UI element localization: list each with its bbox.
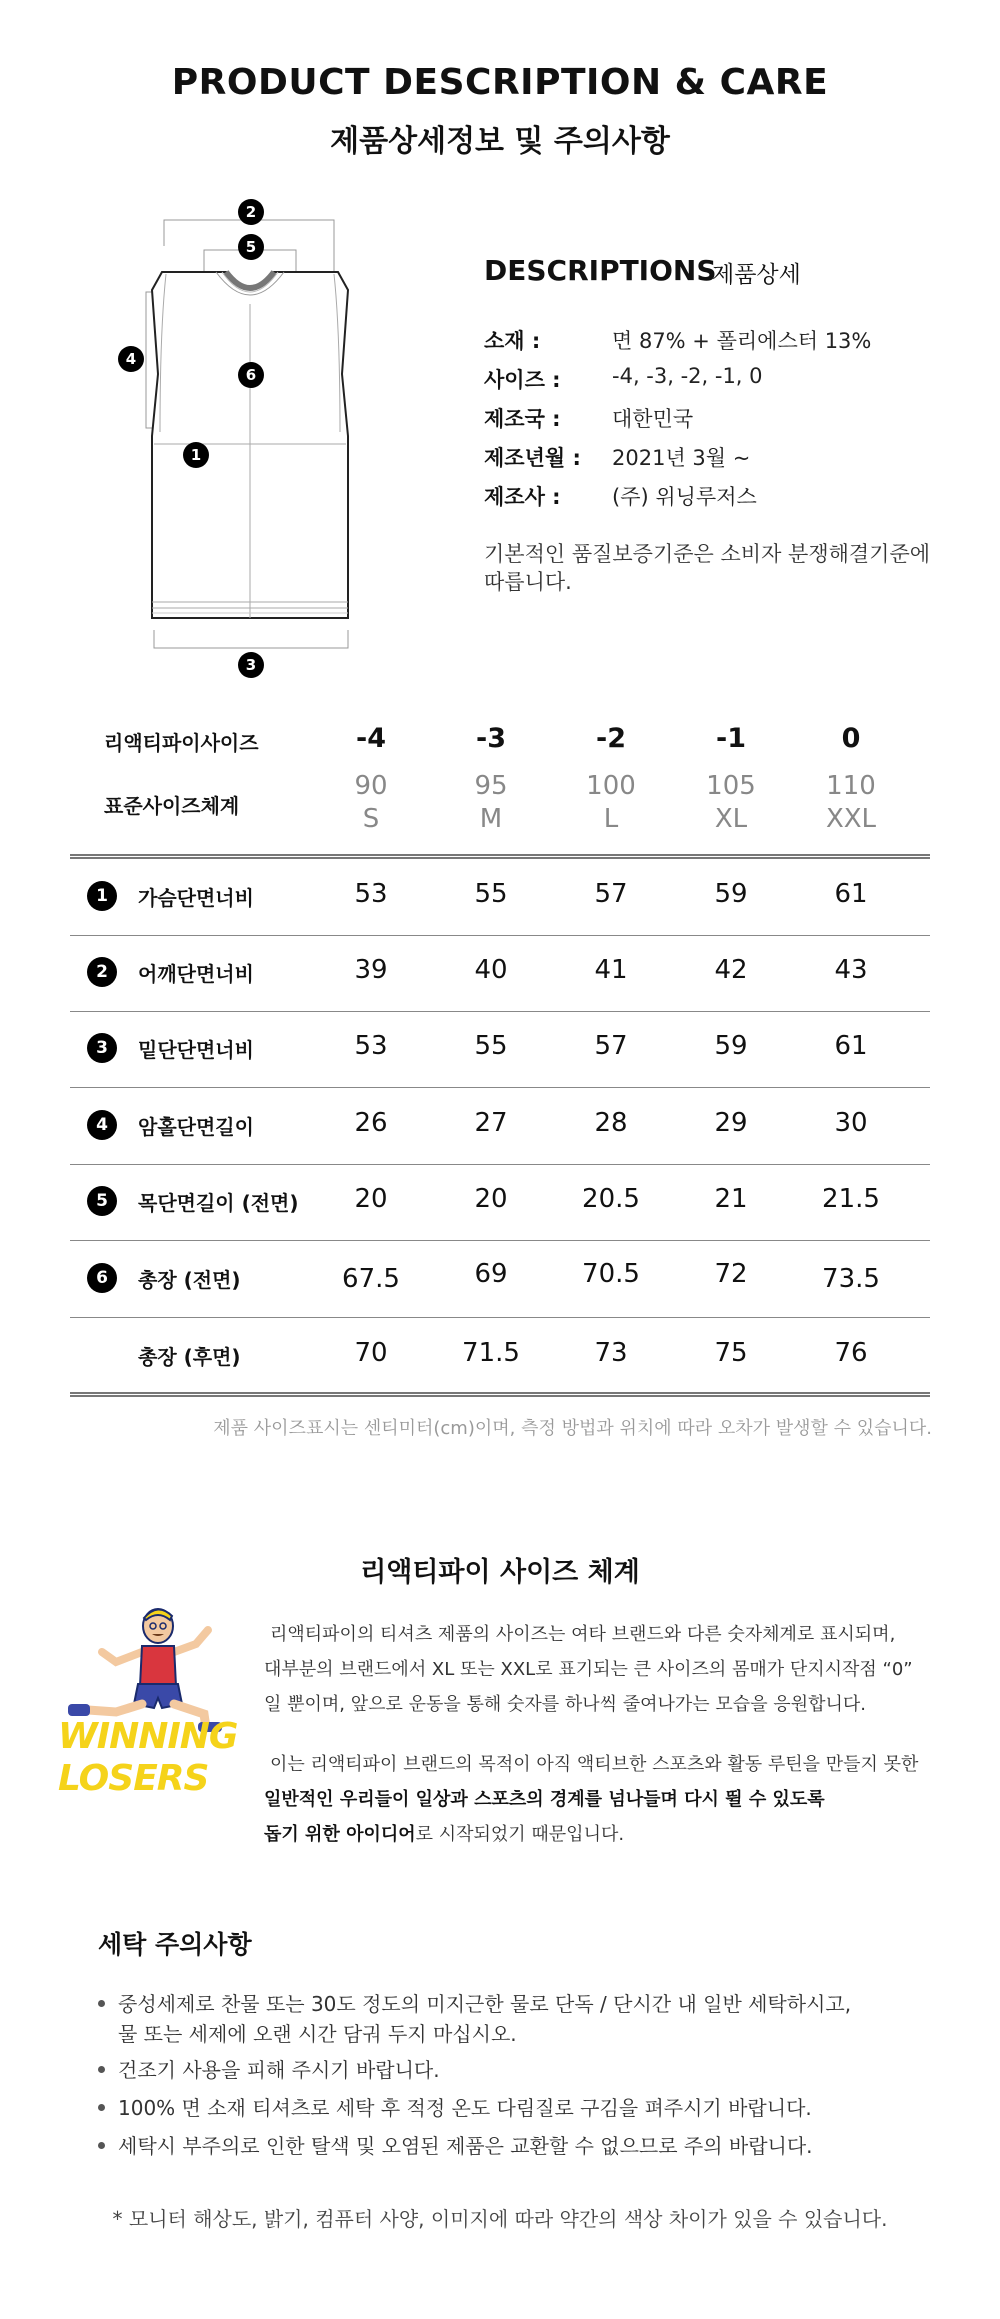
table-bottom-divider <box>70 1392 930 1397</box>
standard-size: 100 L <box>586 771 636 834</box>
table-cell: 53 <box>354 1031 388 1061</box>
table-cell: 73.5 <box>822 1264 880 1294</box>
row-label: 목단면길이 (전면) <box>138 1191 299 1215</box>
row-label: 암홀단면길이 <box>138 1115 254 1139</box>
runner-figure-icon <box>58 1604 248 1734</box>
bullet-icon <box>98 2000 105 2007</box>
size-col-header: -4 <box>356 723 386 754</box>
table-cell: 55 <box>474 879 508 909</box>
standard-size: 90 S <box>354 771 388 834</box>
table-cell: 21.5 <box>822 1184 880 1214</box>
row-label: 어깨단면너비 <box>138 962 254 986</box>
monitor-color-note: * 모니터 해상도, 밝기, 컴퓨터 사양, 이미지에 따라 약간의 색상 차이가 있을 수 있습니다. <box>112 2207 888 2231</box>
row-badge: 3 <box>87 1033 117 1063</box>
table-cell: 53 <box>354 879 388 909</box>
table-cell: 61 <box>834 879 868 909</box>
spec-label-date: 제조년월 : <box>484 446 581 470</box>
marker-5: 5 <box>238 234 264 260</box>
marker-6: 6 <box>238 362 264 388</box>
reactify-text-line-bold: 일반적인 우리들이 일상과 스포츠의 경계를 넘나들며 다시 뛸 수 있도록 <box>264 1789 825 1810</box>
row-badge: 1 <box>87 881 117 911</box>
table-cell: 41 <box>594 955 628 985</box>
spec-value-size: -4, -3, -2, -1, 0 <box>612 364 763 388</box>
care-item: 물 또는 세제에 오랜 시간 담궈 두지 마십시오. <box>118 2022 517 2046</box>
descriptions-heading-ko: 제품상세 <box>712 262 801 288</box>
reactify-text-line: 대부분의 브랜드에서 XL 또는 XXL로 표기되는 큰 사이즈의 몸매가 단지시작점 “0” <box>264 1659 913 1680</box>
descriptions-heading: DESCRIPTIONS <box>484 254 717 287</box>
marker-2: 2 <box>238 199 264 225</box>
table-cell: 70.5 <box>582 1259 640 1289</box>
row-label: 가슴단면너비 <box>138 886 254 910</box>
table-cell: 71.5 <box>462 1338 520 1368</box>
standard-size: 95 M <box>474 771 508 834</box>
size-header-label: 리액티파이사이즈 <box>104 731 259 755</box>
table-cell: 73 <box>594 1338 628 1368</box>
table-cell: 20.5 <box>582 1184 640 1214</box>
standard-size: 110 XXL <box>825 771 877 834</box>
row-label: 총장 (전면) <box>138 1268 241 1292</box>
care-item: 건조기 사용을 피해 주시기 바랍니다. <box>118 2058 440 2082</box>
spec-value-material: 면 87% + 폴리에스터 13% <box>612 329 872 353</box>
care-item: 100% 면 소재 티셔츠로 세탁 후 적정 온도 다림질로 구김을 펴주시기 바랍니다. <box>118 2096 812 2120</box>
table-cell: 26 <box>354 1108 388 1138</box>
quality-note-line-1: 기본적인 품질보증기준은 소비자 분쟁해결기준에 <box>484 542 931 566</box>
marker-1: 1 <box>183 442 209 468</box>
table-cell: 20 <box>474 1184 508 1214</box>
table-cell: 39 <box>354 955 388 985</box>
care-title: 세탁 주의사항 <box>98 1930 252 1959</box>
size-col-header: -2 <box>596 723 626 754</box>
logo-wordmark: WINNING LOSERS <box>58 1716 238 1799</box>
size-col-header: 0 <box>841 723 861 754</box>
table-cell: 57 <box>594 1031 628 1061</box>
spec-value-maker: (주) 위닝루저스 <box>612 485 757 509</box>
table-cell: 76 <box>834 1338 868 1368</box>
row-label: 총장 (후면) <box>138 1345 241 1369</box>
bullet-icon <box>98 2142 105 2149</box>
bullet-icon <box>98 2066 105 2073</box>
standard-size: 105 XL <box>706 771 756 834</box>
table-top-divider <box>70 854 930 859</box>
table-cell: 55 <box>474 1031 508 1061</box>
care-item: 세탁시 부주의로 인한 탈색 및 오염된 제품은 교환할 수 없으므로 주의 바랍니다. <box>118 2134 813 2158</box>
spec-label-material: 소재 : <box>484 329 541 353</box>
table-cell: 30 <box>834 1108 868 1138</box>
quality-note-line-2: 따릅니다. <box>484 570 572 594</box>
reactify-text-line: 일 뿐이며, 앞으로 운동을 통해 숫자를 하나씩 줄여나가는 모습을 응원합니다. <box>264 1694 866 1715</box>
table-cell: 43 <box>834 955 868 985</box>
table-cell: 42 <box>714 955 748 985</box>
marker-4: 4 <box>118 346 144 372</box>
table-cell: 59 <box>714 879 748 909</box>
spec-value-country: 대한민국 <box>612 407 694 431</box>
table-cell: 21 <box>714 1184 748 1214</box>
table-cell: 70 <box>354 1338 388 1368</box>
tank-top-diagram <box>120 200 380 680</box>
size-col-header: -1 <box>716 723 746 754</box>
row-divider <box>70 1087 930 1088</box>
spec-label-size: 사이즈 : <box>484 368 561 392</box>
spec-value-date: 2021년 3월 ~ <box>612 446 751 470</box>
table-cell: 69 <box>474 1259 508 1289</box>
bullet-icon <box>98 2104 105 2111</box>
table-cell: 40 <box>474 955 508 985</box>
size-measurement-note: 제품 사이즈표시는 센티미터(cm)이며, 측정 방법과 위치에 따라 오차가 발생할 수 있습니다. <box>213 1418 932 1439</box>
table-cell: 27 <box>474 1108 508 1138</box>
table-cell: 28 <box>594 1108 628 1138</box>
table-cell: 61 <box>834 1031 868 1061</box>
row-badge: 6 <box>87 1263 117 1293</box>
table-cell: 20 <box>354 1184 388 1214</box>
spec-label-country: 제조국 : <box>484 407 561 431</box>
table-cell: 57 <box>594 879 628 909</box>
table-cell: 72 <box>714 1259 748 1289</box>
reactify-text-line: 이는 리액티파이 브랜드의 목적이 아직 액티브한 스포츠와 활동 루틴을 만들지 못한 <box>270 1754 919 1775</box>
page-title: PRODUCT DESCRIPTION & CARE <box>171 62 829 103</box>
marker-3: 3 <box>238 652 264 678</box>
row-badge: 5 <box>87 1186 117 1216</box>
row-label: 밑단단면너비 <box>138 1038 254 1062</box>
table-cell: 59 <box>714 1031 748 1061</box>
quality-note <box>484 540 954 596</box>
page-subtitle: 제품상세정보 및 주의사항 <box>330 124 670 159</box>
care-item: 중성세제로 찬물 또는 30도 정도의 미지근한 물로 단독 / 단시간 내 일반 세탁하시고, <box>118 1992 852 2016</box>
reactify-size-title: 리액티파이 사이즈 체계 <box>360 1557 640 1588</box>
table-cell: 75 <box>714 1338 748 1368</box>
reactify-text-line: 돕기 위한 아이디어로 시작되었기 때문입니다. <box>264 1824 625 1845</box>
table-cell: 29 <box>714 1108 748 1138</box>
reactify-text-line: 리액티파이의 티셔츠 제품의 사이즈는 여타 브랜드와 다른 숫자체계로 표시되며, <box>270 1624 896 1645</box>
row-divider <box>70 1011 930 1012</box>
row-divider <box>70 935 930 936</box>
standard-size-label: 표준사이즈체계 <box>104 794 240 818</box>
spec-label-maker: 제조사 : <box>484 485 561 509</box>
row-divider <box>70 1240 930 1241</box>
row-badge: 2 <box>87 957 117 987</box>
size-col-header: -3 <box>476 723 506 754</box>
row-divider <box>70 1164 930 1165</box>
row-divider <box>70 1317 930 1318</box>
row-badge: 4 <box>87 1110 117 1140</box>
winning-losers-logo <box>58 1604 248 1804</box>
table-cell: 67.5 <box>342 1264 400 1294</box>
